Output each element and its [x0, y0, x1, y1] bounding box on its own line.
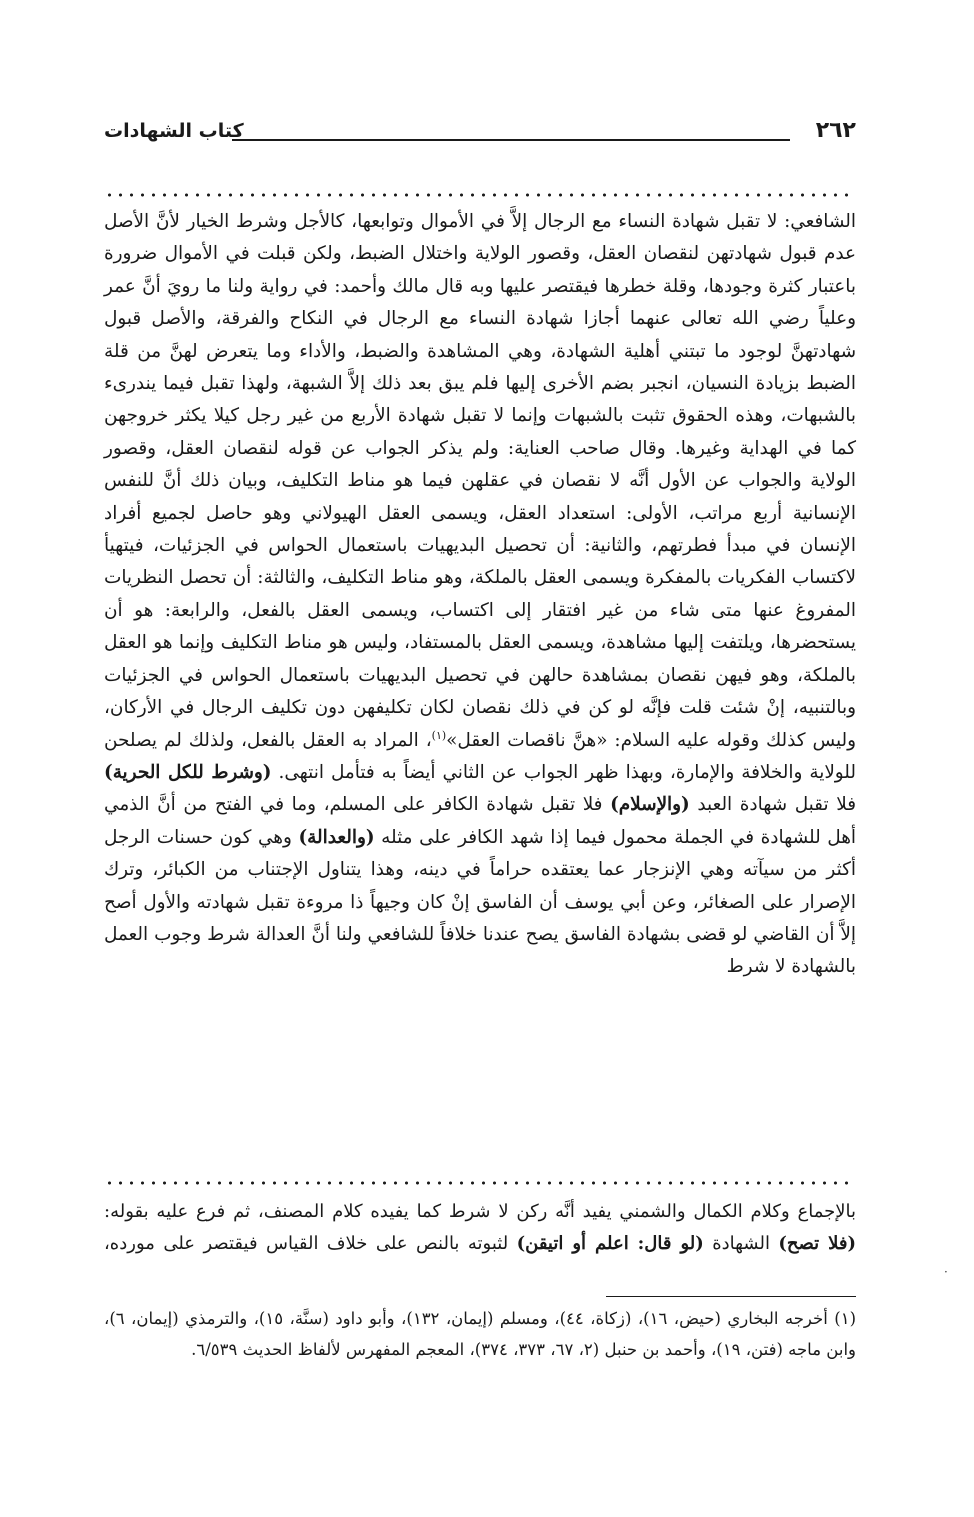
commentary-segment: فلا تقبل شهادة الكافر على المسلم، وما في الفتح من أنَّ الذمي أهل للشهادة في الجملة محمول فيما إذا شهد الكافر على مثله: [104, 794, 857, 848]
commentary-segment: وهي كون حسنات الرجل أكثر من سيآته وهي الإنزجار عما يعتقده حراماً في دينه، وهذا يتناول الإجتناب من الكبائر، وترك الإصرار على الصغائر، وعن أبي يوسف أن الفاسق إنْ كان وجيهاً ذا مروءة تقبل شهادته والأول أصح إلاَّ أن القاضي لو قضى بشهادة الفاسق يصح عندنا خلافاً للشافعي ولنا أنَّ العدالة شرط وجوب العمل بالشهادة لا شرط: [104, 826, 856, 978]
continuation-text-1: بالإجماع وكلام الكمال والشمني يفيد أنَّه ركن لا شرط كما يفيده كلام المصنف، ثم فرع عليه بقوله:: [104, 1201, 856, 1222]
continuation-text: [104, 1196, 856, 1260]
commentary-text: [104, 206, 856, 984]
commentary-continuation: ، المراد به العقل بالفعل، ولذلك لم يصلحن للولاية والخلافة والإمارة، وبهذا ظهر الجواب عن الثاني أيضاً به فتأمل انتهى.: [104, 729, 856, 783]
commentary-paragraph: الشافعي: لا تقبل شهادة النساء مع الرجال إلاَّ في الأموال وتوابعها، كالأجل وشرط الخيار لأنَّ الأصل عدم قبول شهادتهن لنقصان العقل، وقصور الولاية واختلال الضبط، ولكن قبلت في الأموال ضرورة باعتبار كثرة وجودها، وقلة خطرها فيقتصر عليها وبه قال مالك وأحمد: في رواية ولنا ما رويَ أنَّ عمر وعلياً رضي الله تعالى عنهما أجازا شهادة النساء مع الرجال في النكاح والفرقة، والأصل قبول شهادتهنَّ لوجود ما تبتني أهلية الشهادة، وهي المشاهدة والضبط، والأداء وما يتعرض لهنَّ من قلة الضبط بزيادة النسيان، انجبر بضم الأخرى إليها فلم يبق بعد ذلك إلاَّ الشبهة، ولهذا تقبل فيما يندرىء بالشبهات، وهذه الحقوق تثبت بالشبهات وإنما لا تقبل شهادة الأربع من غير رجل كيلا يكثر خروجهن كما في الهداية وغيرها. وقال صاحب العناية: ولم يذكر الجواب عن قوله لنقصان العقل، وقصور الولاية والجواب عن الأول أنَّه لا نقصان في عقلهن فيما هو مناط التكليف، وبيان ذلك أنَّ للنفس الإنسانية أربع مراتب، الأولى: استعداد العقل، ويسمى العقل الهيولاني وهو حاصل لجميع أفراد الإنسان في مبدأ فطرتهم، والثانية: أن تحصيل البديهيات باستعمال الحواس في الجزئيات، فيتهيأ لاكتساب الفكريات بالمفكرة ويسمى العقل بالملكة، وهو مناط التكليف، والثالثة: أن تحصل النظريات المفروغ عنها متى شاء من غير افتقار إلى اكتساب، ويسمى العقل بالفعل، والرابعة: هو أن يستحضرها، ويلتفت إليها مشاهدة، ويسمى العقل بالمستفاد، وليس هو مناط التكليف وإنما هو العقل بالملكة، وهو فيهن نقصان بمشاهدة حالهن في تحصيل البديهيات باستعمال الحواس في الجزئيات وبالتنبيه، إنْ شئت قلت فإنَّه لو كن في ذلك نقصان لكان تكليفهن دون تكليف الرجال في الأركان، وليس كذلك وقوله عليه السلام: «هنَّ ناقصات العقل»: [104, 211, 856, 751]
dotted-separator-top: [104, 192, 856, 198]
margin-mark: ·: [944, 1265, 948, 1279]
matn-phrase-justice: (والعدالة): [298, 826, 375, 848]
matn-phrase-invalid: (فلا تصح): [778, 1233, 856, 1254]
matn-phrase-if-said: (لو قال: اعلم أو اتيقن): [516, 1233, 704, 1254]
matn-phrase-freedom: (وشرط للكل الحرية): [104, 761, 272, 783]
footnote-rule: [606, 1296, 856, 1297]
running-title: كتاب الشهادات: [104, 120, 244, 142]
continuation-line-1: [104, 1196, 856, 1228]
footnote-reference: (١): [431, 728, 447, 742]
matn-phrase-islam: (والإسلام): [610, 794, 690, 816]
continuation-line-2: [104, 1228, 856, 1260]
header-rule: [232, 139, 790, 141]
footnote: (١) أخرجه البخاري (حيض، ١٦)، (زكاة، ٤٤)، ومسلم (إيمان، ١٣٢)، وأبو داود (سنَّة، ١٥)، والترمذي (إيمان، ٦)، وابن ماجه (فتن، ١٩)، وأحمد بن حنبل (٢، ٦٧، ٣٧٣، ٣٧٤)، المعجم المفهرس لألفاظ الحديث ٦/٥٣٩.: [104, 1309, 856, 1359]
dotted-separator-bottom: [104, 1180, 856, 1186]
page-number: ٢٦٢: [815, 118, 856, 143]
page-header: [104, 118, 856, 158]
commentary-segment: فلا تقبل شهادة العبد: [689, 794, 856, 816]
continuation-segment: الشهادة: [703, 1233, 779, 1254]
continuation-segment: لثبوته بالنص على خلاف القياس فيقتصر على مورده،: [104, 1233, 517, 1254]
